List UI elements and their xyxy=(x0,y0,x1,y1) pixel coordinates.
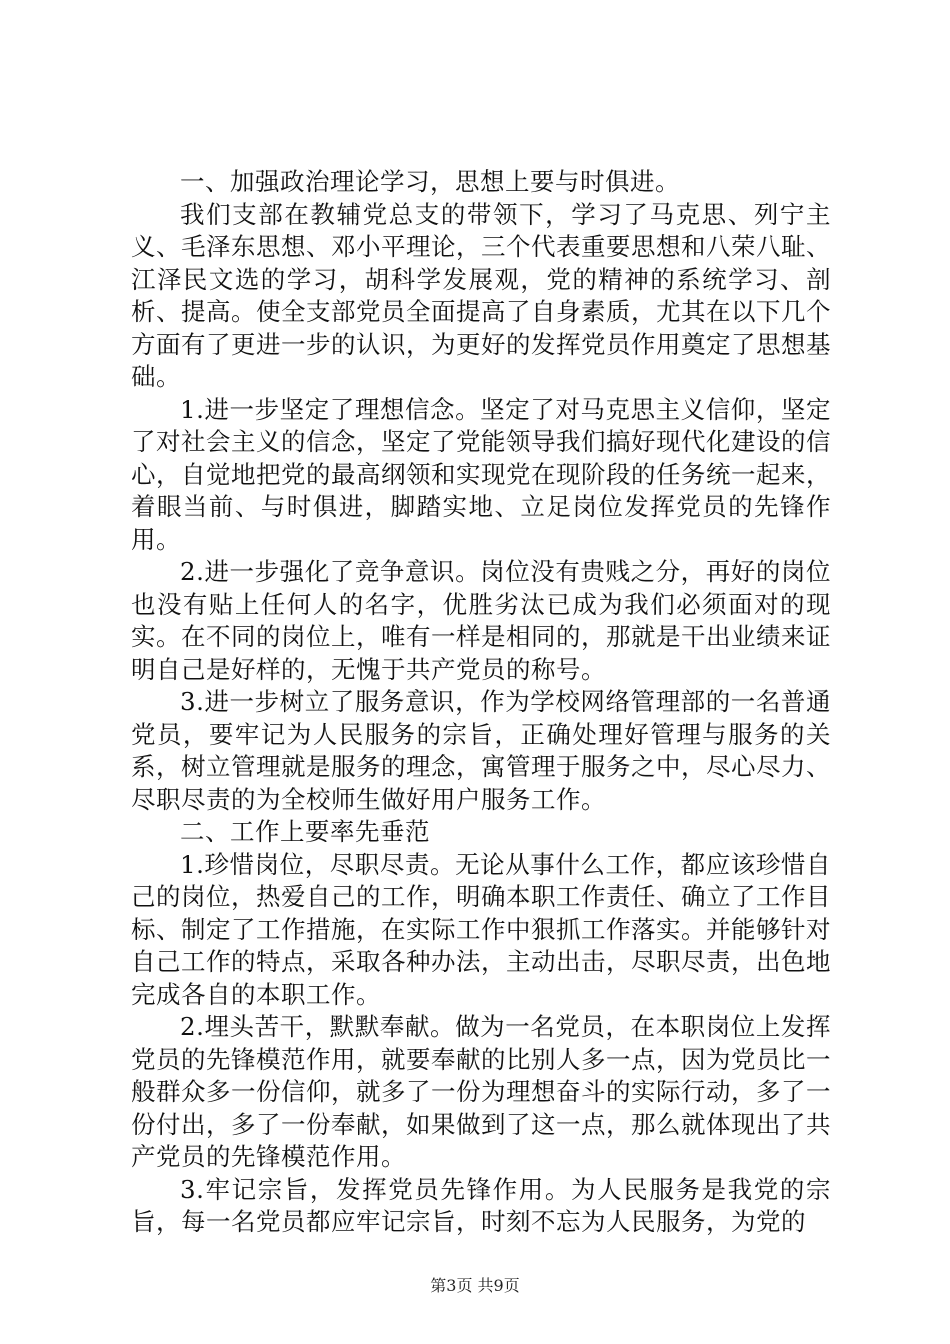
page-number-footer: 第3页 共9页 xyxy=(430,1276,520,1295)
paragraph: 3.进一步树立了服务意识，作为学校网络管理部的一名普通党员，要牢记为人民服务的宗旨，正确处理好管理与服务的关系，树立管理就是服务的理念，寓管理于服务之中，尽心尽力、尽职尽责的为全校师生做好用户服务工作。 xyxy=(131,687,831,814)
paragraph: 2.埋头苦干，默默奉献。做为一名党员，在本职岗位上发挥党员的先锋模范作用，就要奉献的比别人多一点，因为党员比一般群众多一份信仰，就多了一份为理想奋斗的实际行动，多了一份付出，多了一份奉献，如果做到了这一点，那么就体现出了共产党员的先锋模范作用。 xyxy=(131,1012,831,1171)
section-heading-1: 一、加强政治理论学习，思想上要与时俱进。 xyxy=(180,167,680,196)
section-heading-2: 二、工作上要率先垂范 xyxy=(180,817,430,846)
paragraph: 我们支部在教辅党总支的带领下，学习了马克思、列宁主义、毛泽东思想、邓小平理论，三个代表重要思想和八荣八耻、江泽民文选的学习，胡科学发展观，党的精神的系统学习、剖析、提高。使全支部党员全面提高了自身素质，尤其在以下几个方面有了更进一步的认识，为更好的发挥党员作用奠定了思想基础。 xyxy=(131,199,831,391)
paragraph: 3.牢记宗旨，发挥党员先锋作用。为人民服务是我党的宗旨，每一名党员都应牢记宗旨，时刻不忘为人民服务，为党的 xyxy=(131,1174,831,1236)
paragraph: 2.进一步强化了竞争意识。岗位没有贵贱之分，再好的岗位也没有贴上任何人的名字，优胜劣汰已成为我们必须面对的现实。在不同的岗位上，唯有一样是相同的，那就是干出业绩来证明自己是好样的，无愧于共产党员的称号。 xyxy=(131,557,831,684)
paragraph: 1.珍惜岗位，尽职尽责。无论从事什么工作，都应该珍惜自己的岗位，热爱自己的工作，明确本职工作责任、确立了工作目标、制定了工作措施，在实际工作中狠抓工作落实。并能够针对自己工作的特点，采取各种办法，主动出击，尽职尽责，出色地完成各自的本职工作。 xyxy=(131,849,831,1009)
paragraph: 1.进一步坚定了理想信念。坚定了对马克思主义信仰，坚定了对社会主义的信念，坚定了党能领导我们搞好现代化建设的信心，自觉地把党的最高纲领和实现党在现阶段的任务统一起来，着眼当前、与时俱进，脚踏实地、立足岗位发挥党员的先锋作用。 xyxy=(131,394,831,554)
document-body xyxy=(131,166,831,1239)
